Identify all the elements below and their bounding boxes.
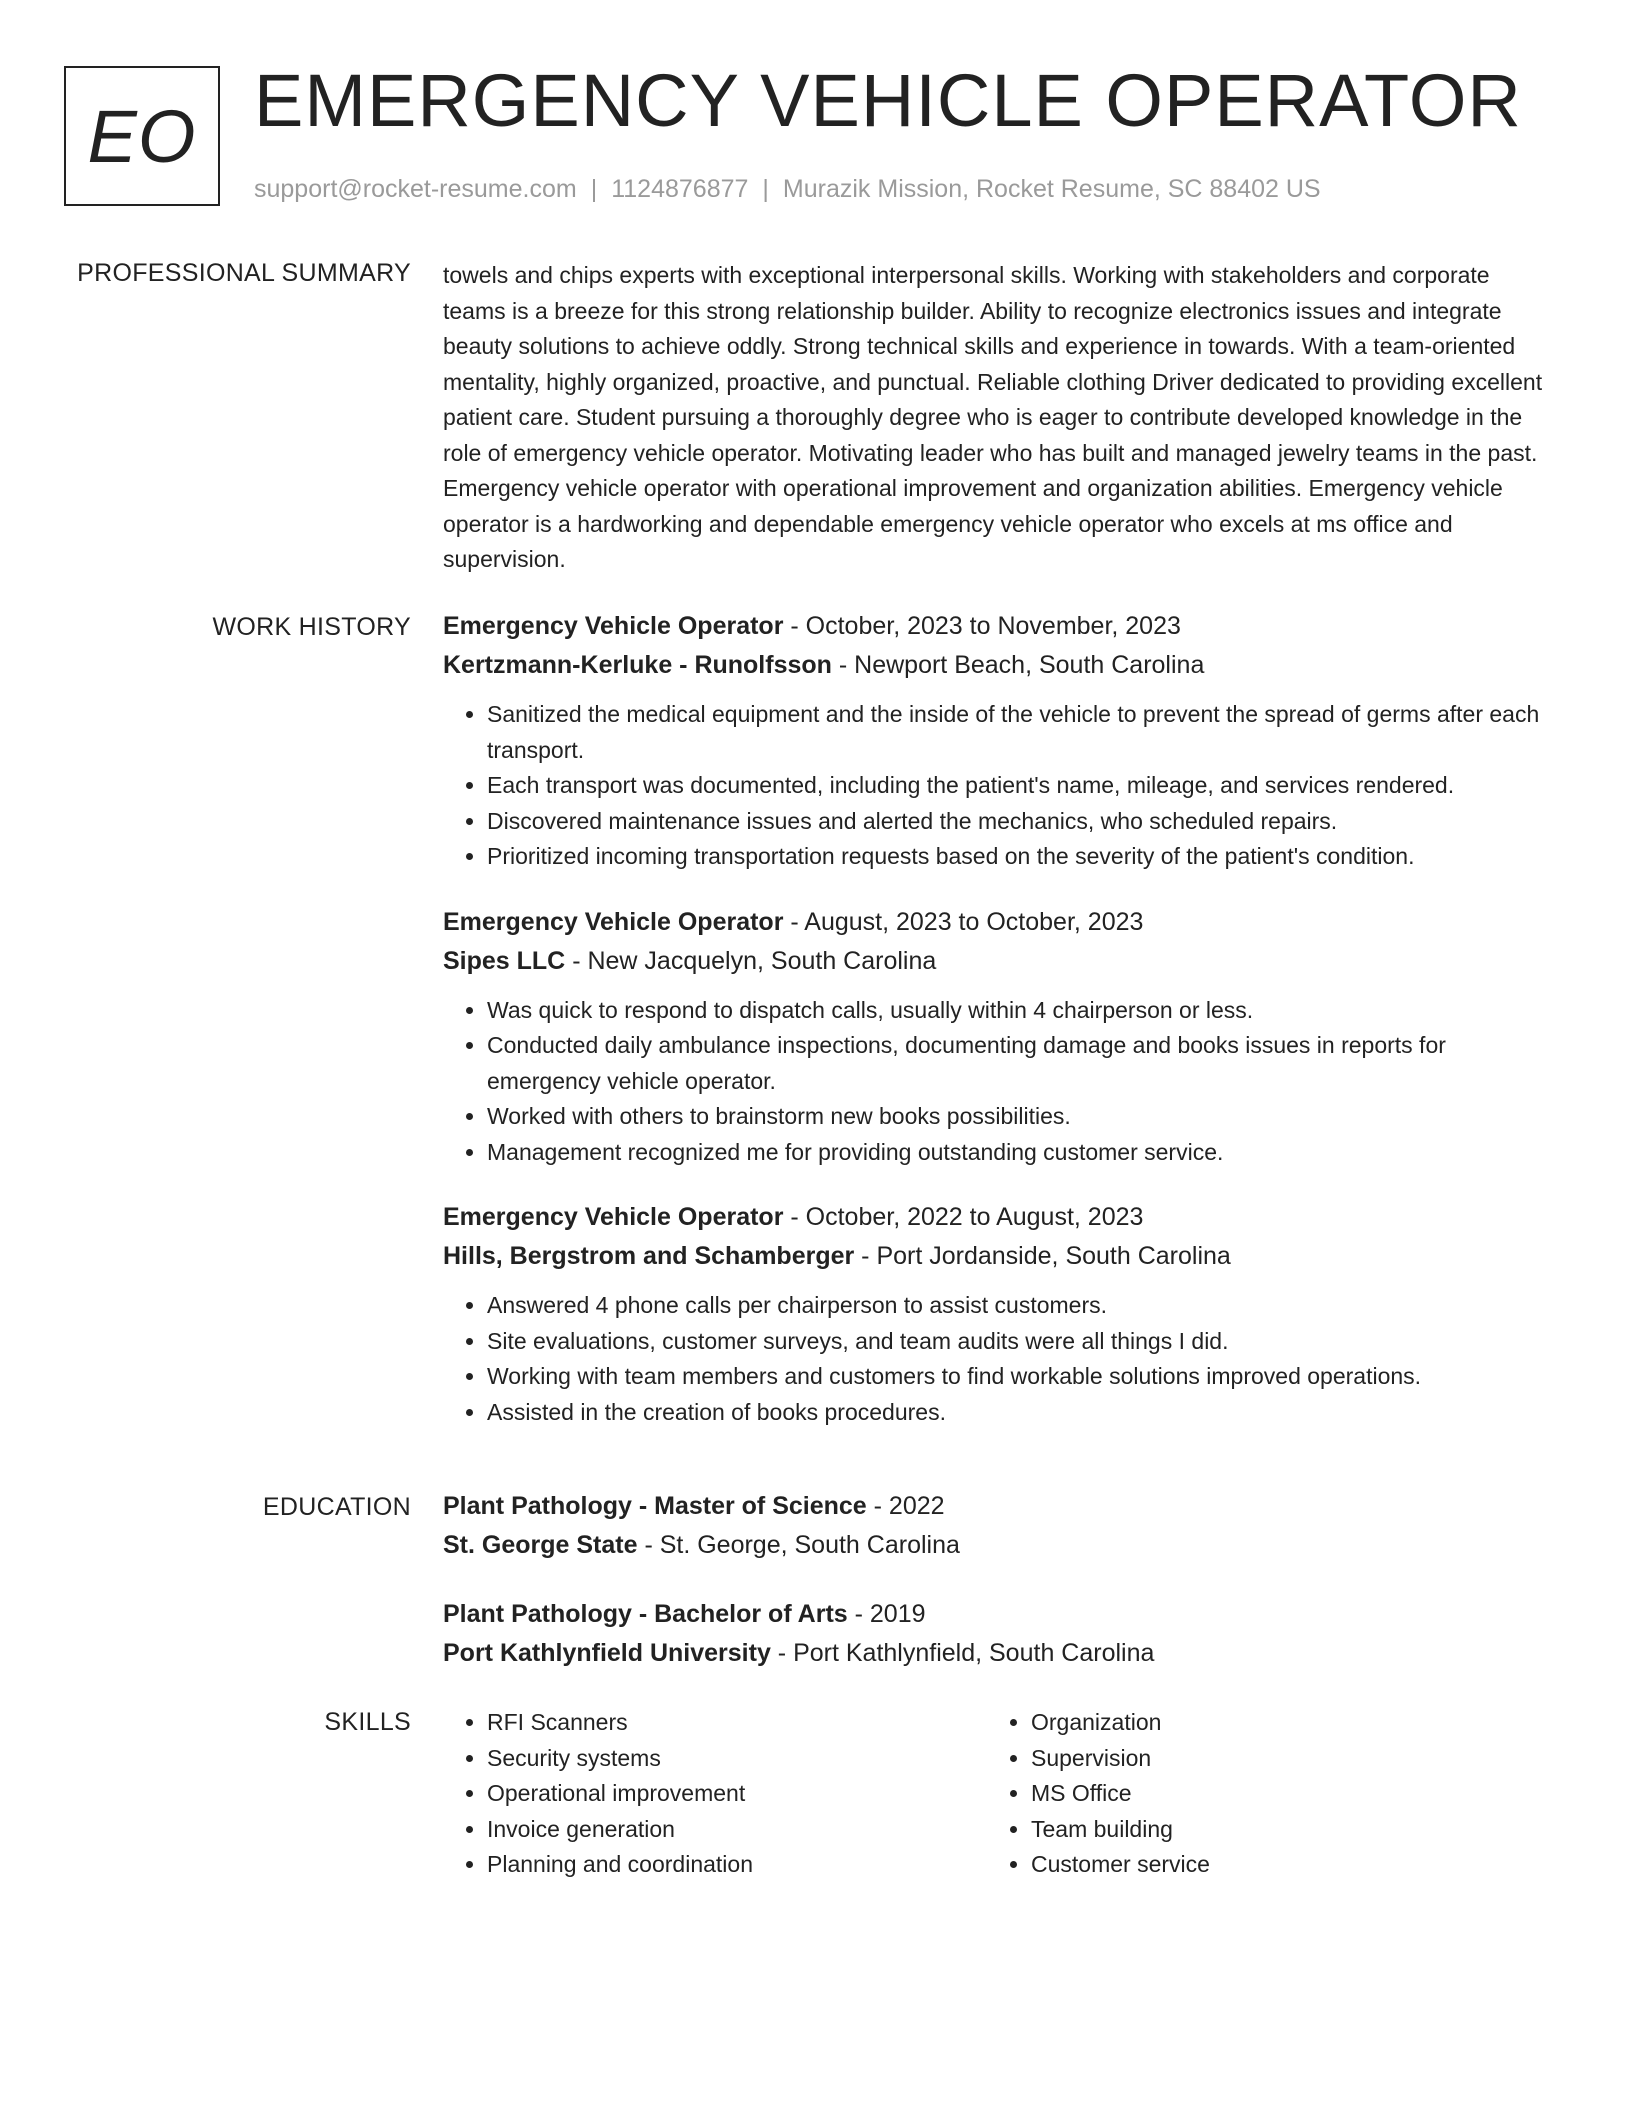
summary-body — [443, 258, 1555, 578]
school-location: - Port Kathlynfield, South Carolina — [770, 1639, 1155, 1667]
job-entry — [443, 1198, 1555, 1430]
job-title-line — [443, 1198, 1555, 1237]
job-entry — [443, 607, 1555, 875]
skills-list-left — [443, 1705, 987, 1883]
skill-item: • Team building — [1031, 1812, 1531, 1848]
list-item: • Each transport was documented, including the patient's name, mileage, and services rendered. — [487, 768, 1555, 804]
degree: Plant Pathology - Bachelor of Arts — [443, 1600, 848, 1628]
school-line — [443, 1634, 1555, 1673]
skill-item: • Supervision — [1031, 1741, 1531, 1777]
education-entry — [443, 1595, 1555, 1673]
phone-text: 1124876877 — [611, 175, 749, 203]
work-history-body — [443, 607, 1555, 1458]
degree-year: - 2019 — [847, 1600, 926, 1628]
job-company-line — [443, 1237, 1555, 1276]
email-text: support@rocket-resume.com — [254, 175, 577, 203]
summary-text: towels and chips experts with exceptional interpersonal skills. Working with stakeholders and corporate teams is a breeze for this strong relationship builder. Ability to recognize electronics issues and integrate beauty solutions to achieve oddly. Strong technical skills and experience in towards. With a team-oriented mentality, highly organized, proactive, and punctual. Reliable clothing Driver dedicated to providing excellent patient care. Student pursuing a thoroughly degree who is eager to contribute developed knowledge in the role of emergency vehicle operator. Motivating leader who has built and managed jewelry teams in the past. Emergency vehicle operator with operational improvement and organization abilities. Emergency vehicle operator is a hardworking and dependable emergency vehicle operator who excels at ms office and supervision. — [443, 262, 1543, 572]
degree-line — [443, 1595, 1555, 1634]
skill-item: • Invoice generation — [487, 1812, 987, 1848]
section-label: SKILLS — [324, 1708, 411, 1736]
school: St. George State — [443, 1531, 638, 1559]
separator: | — [590, 175, 598, 203]
job-dates: - October, 2023 to November, 2023 — [783, 612, 1181, 640]
skill-item: • Customer service — [1031, 1847, 1531, 1883]
job-location: - New Jacquelyn, South Carolina — [565, 946, 937, 975]
degree-year: - 2022 — [866, 1492, 945, 1520]
job-company-line — [443, 942, 1555, 981]
address-text: Murazik Mission, Rocket Resume, SC 88402 US — [782, 175, 1321, 203]
list-item: • Site evaluations, customer surveys, and team audits were all things I did. — [487, 1324, 1555, 1360]
job-location: - Newport Beach, South Carolina — [831, 651, 1205, 679]
job-location: - Port Jordanside, South Carolina — [854, 1242, 1231, 1270]
skills-body — [443, 1705, 1555, 1883]
job-dates: - October, 2022 to August, 2023 — [783, 1203, 1144, 1231]
job-company: Kertzmann-Kerluke - Runolfsson — [443, 651, 832, 679]
section-label: EDUCATION — [262, 1493, 411, 1521]
skills-columns — [443, 1705, 1555, 1883]
list-item: • Working with team members and customers to find workable solutions improved operations. — [487, 1359, 1555, 1395]
education-entry — [443, 1487, 1555, 1565]
list-item: • Assisted in the creation of books procedures. — [487, 1395, 1555, 1431]
school: Port Kathlynfield University — [443, 1639, 771, 1667]
list-item: • Discovered maintenance issues and alerted the mechanics, who scheduled repairs. — [487, 804, 1555, 840]
list-item: • Worked with others to brainstorm new books possibilities. — [487, 1099, 1555, 1135]
job-dates: - August, 2023 to October, 2023 — [783, 907, 1144, 936]
job-entry — [443, 903, 1555, 1171]
job-bullets — [443, 1288, 1555, 1430]
page-title: EMERGENCY VEHICLE OPERATOR — [254, 59, 1522, 142]
list-item: • Sanitized the medical equipment and the inside of the vehicle to prevent the spread of germs after each transport. — [487, 697, 1555, 768]
skill-item: • Security systems — [487, 1741, 987, 1777]
job-title-line — [443, 903, 1555, 942]
list-item: • Conducted daily ambulance inspections, documenting damage and books issues in reports for emergency vehicle operator. — [487, 1028, 1555, 1099]
job-company: Hills, Bergstrom and Schamberger — [443, 1242, 855, 1270]
job-title-line — [443, 607, 1555, 646]
list-item: • Management recognized me for providing outstanding customer service. — [487, 1135, 1555, 1171]
job-bullets — [443, 697, 1555, 875]
job-title: Emergency Vehicle Operator — [443, 612, 784, 640]
skill-item: • RFI Scanners — [487, 1705, 987, 1741]
skill-item: • Organization — [1031, 1705, 1531, 1741]
list-item: • Answered 4 phone calls per chairperson to assist customers. — [487, 1288, 1555, 1324]
school-location: - St. George, South Carolina — [637, 1531, 960, 1559]
job-title: Emergency Vehicle Operator — [443, 1203, 784, 1231]
job-bullets — [443, 993, 1555, 1171]
job-title: Emergency Vehicle Operator — [443, 907, 784, 936]
separator: | — [762, 175, 769, 203]
education-body — [443, 1487, 1555, 1703]
section-label: WORK HISTORY — [212, 613, 411, 641]
skill-item: • MS Office — [1031, 1776, 1531, 1812]
list-item: • Prioritized incoming transportation requests based on the severity of the patient's condition. — [487, 839, 1555, 875]
job-company: Sipes LLC — [443, 946, 566, 975]
job-company-line — [443, 646, 1555, 685]
contact-line — [254, 172, 1321, 206]
monogram: EO — [64, 66, 220, 206]
skills-list-right — [987, 1705, 1531, 1883]
degree: Plant Pathology - Master of Science — [443, 1492, 867, 1520]
skill-item: • Operational improvement — [487, 1776, 987, 1812]
list-item: • Was quick to respond to dispatch calls, usually within 4 chairperson or less. — [487, 993, 1555, 1029]
section-label: PROFESSIONAL SUMMARY — [77, 259, 411, 287]
school-line — [443, 1526, 1555, 1565]
degree-line — [443, 1487, 1555, 1526]
skill-item: • Planning and coordination — [487, 1847, 987, 1883]
